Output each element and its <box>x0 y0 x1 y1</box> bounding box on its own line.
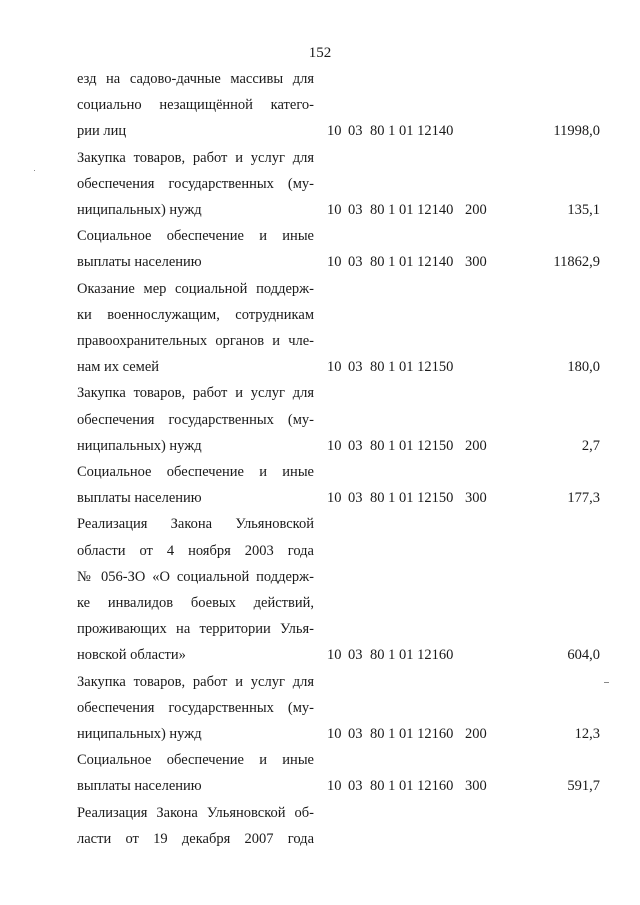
scan-speck <box>34 170 35 171</box>
amount-value: 2,7 <box>581 437 600 454</box>
amount-value: 11862,9 <box>553 254 600 271</box>
target-article-code: 80 1 01 12140 <box>370 123 454 140</box>
row-description-line: выплаты населению <box>77 778 202 795</box>
subsection-code: 03 <box>348 254 363 271</box>
amount-value: 11998,0 <box>553 123 600 140</box>
section-code: 10 <box>327 254 342 271</box>
section-code: 10 <box>327 123 342 140</box>
target-article-code: 80 1 01 12160 <box>370 647 454 664</box>
row-description-line: ниципальных) нужд <box>77 437 202 454</box>
row-description-line: проживающих на территории Улья- <box>77 621 314 638</box>
expense-type-code: 300 <box>465 778 487 795</box>
expense-type-code: 300 <box>465 490 487 507</box>
row-description-line: социально незащищённой катего- <box>77 97 314 114</box>
row-description-line: новской области» <box>77 647 186 664</box>
row-description-line: обеспечения государственных (му- <box>77 411 314 428</box>
target-article-code: 80 1 01 12140 <box>370 254 454 271</box>
row-description-line: ки военнослужащим, сотрудникам <box>77 306 314 323</box>
row-description-line: Реализация Закона Ульяновской об- <box>77 804 314 821</box>
expense-type-code: 200 <box>465 202 487 218</box>
row-description-line: Закупка товаров, работ и услуг для <box>77 673 314 690</box>
subsection-code: 03 <box>348 437 363 454</box>
target-article-code: 80 1 01 12150 <box>370 437 454 454</box>
row-description-line: ниципальных) нужд <box>77 726 202 742</box>
row-description-line: езд на садово-дачные массивы для <box>77 71 314 87</box>
row-description-line: № 056-ЗО «О социальной поддерж- <box>77 568 314 585</box>
subsection-code: 03 <box>348 647 363 664</box>
expense-type-code: 300 <box>465 254 487 271</box>
subsection-code: 03 <box>348 359 363 376</box>
row-description-line: обеспечения государственных (му- <box>77 699 314 716</box>
row-description-line: обеспечения государственных (му- <box>77 175 314 192</box>
row-description-line: Оказание мер социальной поддерж- <box>77 280 314 297</box>
subsection-code: 03 <box>348 726 363 742</box>
amount-value: 591,7 <box>567 778 600 795</box>
section-code: 10 <box>327 437 342 454</box>
page-number: 152 <box>308 45 332 61</box>
amount-value: 135,1 <box>567 202 600 218</box>
subsection-code: 03 <box>348 123 363 140</box>
row-description-line: выплаты населению <box>77 254 202 271</box>
subsection-code: 03 <box>348 490 363 507</box>
amount-value: 180,0 <box>567 359 600 376</box>
row-description-line: ке инвалидов боевых действий, <box>77 595 314 611</box>
row-description-line: Закупка товаров, работ и услуг для <box>77 385 314 402</box>
section-code: 10 <box>327 490 342 507</box>
row-description-line: Реализация Закона Ульяновской <box>77 516 314 533</box>
subsection-code: 03 <box>348 778 363 795</box>
target-article-code: 80 1 01 12150 <box>370 490 454 507</box>
row-description-line: нам их семей <box>77 359 160 376</box>
section-code: 10 <box>327 359 342 376</box>
subsection-code: 03 <box>348 202 363 218</box>
row-description-line: выплаты населению <box>77 490 202 507</box>
row-description-line: Закупка товаров, работ и услуг для <box>77 149 314 166</box>
section-code: 10 <box>327 778 342 795</box>
amount-value: 177,3 <box>567 490 600 507</box>
target-article-code: 80 1 01 12140 <box>370 202 454 218</box>
expense-type-code: 200 <box>465 437 487 454</box>
row-description-line: рии лиц <box>77 123 127 140</box>
section-code: 10 <box>327 726 342 742</box>
scan-speck <box>604 682 609 683</box>
row-description-line: области от 4 ноября 2003 года <box>77 542 314 559</box>
target-article-code: 80 1 01 12160 <box>370 726 454 742</box>
row-description-line: Социальное обеспечение и иные <box>77 228 314 245</box>
amount-value: 604,0 <box>567 647 600 664</box>
row-description-line: Социальное обеспечение и иные <box>77 464 314 480</box>
amount-value: 12,3 <box>574 726 600 742</box>
expense-type-code: 200 <box>465 726 487 742</box>
target-article-code: 80 1 01 12150 <box>370 359 454 376</box>
target-article-code: 80 1 01 12160 <box>370 778 454 795</box>
row-description-line: ласти от 19 декабря 2007 года <box>77 830 314 847</box>
section-code: 10 <box>327 202 342 218</box>
row-description-line: Социальное обеспечение и иные <box>77 752 314 769</box>
row-description-line: ниципальных) нужд <box>77 202 202 218</box>
section-code: 10 <box>327 647 342 664</box>
row-description-line: правоохранительных органов и чле- <box>77 333 314 349</box>
